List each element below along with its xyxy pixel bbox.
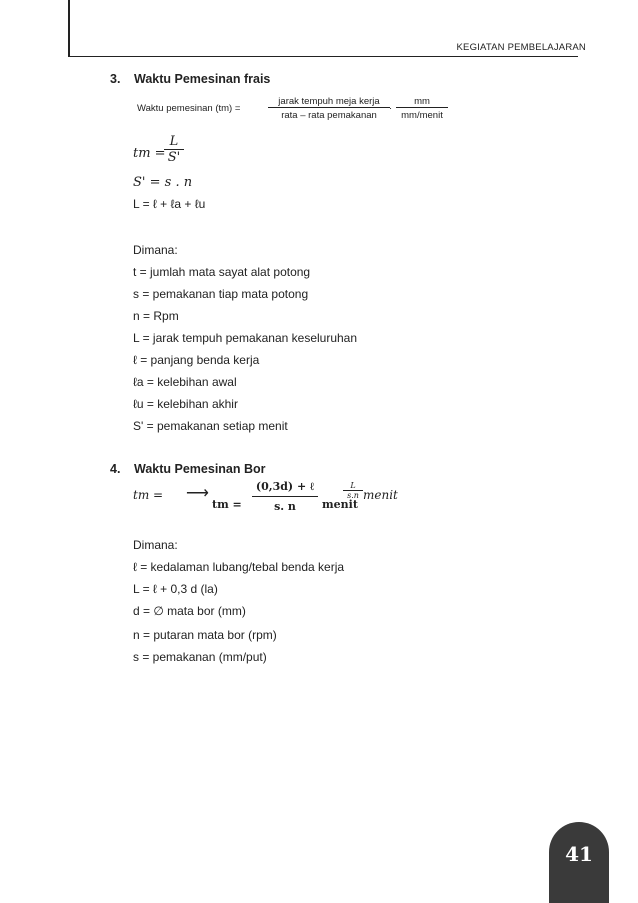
section-3-label: Waktu Pemesinan frais <box>134 72 271 86</box>
formula-denominator-1: rata – rata pemakanan <box>268 107 390 121</box>
definition-item: ℓu = kelebihan akhir <box>133 397 238 411</box>
bor-formula-unit: menit <box>322 498 358 511</box>
small-numerator: L <box>350 481 356 490</box>
tm-lhs: tm = <box>133 146 166 161</box>
small-unit: menit <box>363 488 398 502</box>
section-4-dimana: Dimana: <box>133 538 178 552</box>
s-prime-formula: S' = s . n <box>133 175 193 190</box>
formula-numerator-1: jarak tempuh meja kerja <box>278 96 380 107</box>
formula-fraction-2 <box>396 96 448 121</box>
formula-fraction-1 <box>268 96 393 121</box>
header-title: KEGIATAN PEMBELAJARAN <box>456 42 586 53</box>
small-denominator: s.n <box>343 490 363 500</box>
arrow-icon: ⟶ <box>186 485 209 502</box>
section-3-dimana: Dimana: <box>133 243 178 257</box>
definition-item: n = putaran mata bor (rpm) <box>133 628 277 642</box>
definition-item: d = ∅ mata bor (mm) <box>133 604 246 618</box>
definition-item: ℓ = kedalaman lubang/tebal benda kerja <box>133 560 345 574</box>
definition-item: ℓ = panjang benda kerja <box>133 353 260 367</box>
bor-formula-denominator: s. n <box>252 496 318 513</box>
header-horizontal-rule <box>68 56 578 57</box>
definition-item: L = jarak tempuh pemakanan keseluruhan <box>133 331 358 345</box>
definition-item: t = jumlah mata sayat alat potong <box>133 265 311 279</box>
formula-dot: · <box>389 103 393 114</box>
definition-item: S' = pemakanan setiap menit <box>133 419 288 433</box>
definition-item: n = Rpm <box>133 309 179 323</box>
section-4-number: 4. <box>110 462 121 476</box>
tm-denominator: S' <box>164 149 184 165</box>
definition-item: s = pemakanan (mm/put) <box>133 650 267 664</box>
section-3-title <box>110 72 270 86</box>
page-number: 41 <box>565 842 593 866</box>
formula-denominator-2: mm/menit <box>396 107 448 121</box>
formula-numerator-2: mm <box>414 96 430 107</box>
section-4-title <box>110 462 266 476</box>
formula-lhs: Waktu pemesinan (tm) = <box>137 103 241 114</box>
definition-item: s = pemakanan tiap mata potong <box>133 287 309 301</box>
definition-item: ℓa = kelebihan awal <box>133 375 237 389</box>
header-vertical-rule <box>68 0 70 56</box>
section-4-label: Waktu Pemesinan Bor <box>134 462 266 476</box>
section-3-number: 3. <box>110 72 121 86</box>
bor-tm-lhs: tm = <box>133 488 164 502</box>
tm-fraction <box>164 134 184 165</box>
bor-formula-numerator: (0,3d) + ℓ <box>255 480 315 493</box>
bor-formula-fraction <box>252 480 318 513</box>
definition-item: L = ℓ + 0,3 d (la) <box>133 582 218 596</box>
small-fraction <box>343 481 363 500</box>
L-formula: L = ℓ + ℓa + ℓu <box>133 197 206 211</box>
bor-formula-lhs: tm = <box>212 498 242 511</box>
tm-numerator: L <box>169 134 179 149</box>
